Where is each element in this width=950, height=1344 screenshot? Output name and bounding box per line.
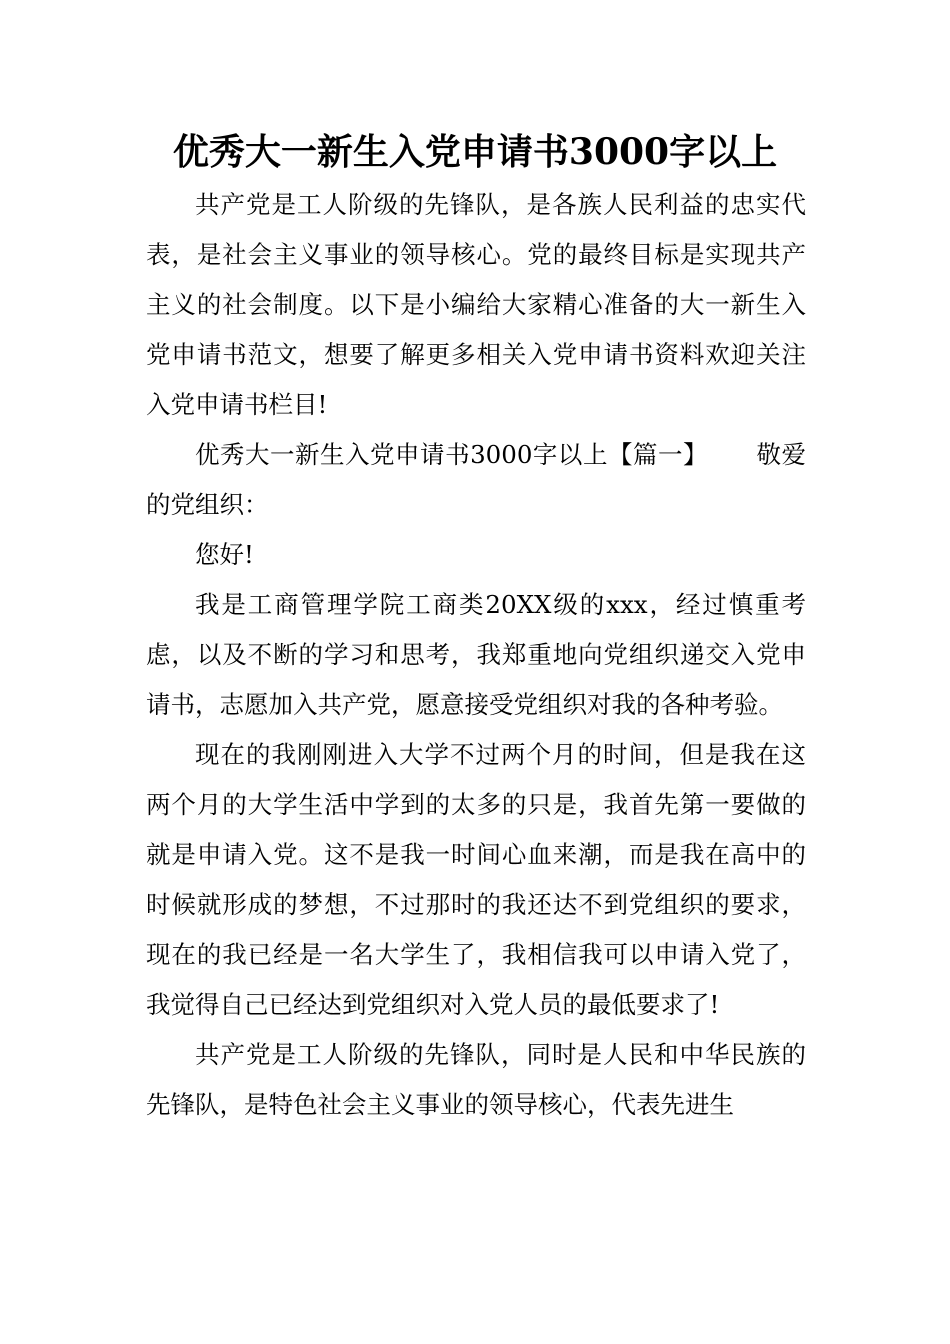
paragraph-section-heading bbox=[146, 430, 806, 530]
salutation: 敬爱的党组织： bbox=[146, 440, 806, 519]
paragraph-greeting: 您好! bbox=[195, 540, 254, 569]
section-heading: 优秀大一新生入党申请书3000字以上【篇一】 bbox=[195, 440, 708, 469]
document-title: 优秀大一新生入党申请书3000字以上 bbox=[172, 131, 778, 173]
paragraph-self-intro: 我是工商管理学院工商类20XX级的xxx，经过慎重考虑，以及不断的学习和思考，我郑重地向党组织递交入党申请书，志愿加入共产党，愿意接受党组织对我的各种考验。 bbox=[146, 590, 806, 719]
paragraph-party-description: 共产党是工人阶级的先锋队，同时是人民和中华民族的先锋队，是特色社会主义事业的领导核心，代表先进生 bbox=[146, 1040, 806, 1119]
paragraph-intro: 共产党是工人阶级的先锋队，是各族人民利益的忠实代表，是社会主义事业的领导核心。党的最终目标是实现共产主义的社会制度。以下是小编给大家精心准备的大一新生入党申请书范文，想要了解更多相关入党申请书资料欢迎关注入党申请书栏目! bbox=[146, 190, 806, 419]
paragraph-motivation: 现在的我刚刚进入大学不过两个月的时间，但是我在这两个月的大学生活中学到的太多的只是，我首先第一要做的就是申请入党。这不是我一时间心血来潮，而是我在高中的时候就形成的梦想，不过那时的我还达不到党组织的要求，现在的我已经是一名大学生了，我相信我可以申请入党了，我觉得自己已经达到党组织对入党人员的最低要求了! bbox=[146, 740, 806, 1019]
document-body bbox=[146, 180, 806, 1130]
